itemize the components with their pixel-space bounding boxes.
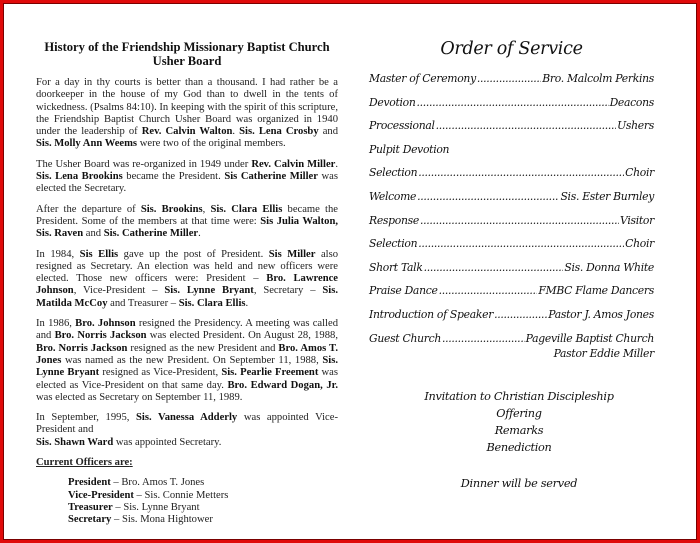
order-item-value: Sis. Ester Burnley — [560, 189, 654, 203]
order-item-value: Deacons — [609, 95, 654, 109]
paragraph-text: , Vice-President – — [73, 285, 165, 297]
order-item-label: Master of Ceremony — [369, 72, 476, 85]
paragraph-text: and Treasurer – — [107, 297, 179, 309]
officers-heading: Current Officers are: — [36, 457, 133, 469]
paragraph-text: The Usher Board was re-organized in 1949 under — [36, 158, 252, 170]
officer-role: Secretary — [68, 514, 112, 526]
bold-name: Sis Ellis — [79, 248, 119, 260]
history-paragraph — [36, 318, 338, 404]
order-item — [369, 96, 654, 120]
bold-name: Bro. Edward Dogan, Jr. — [227, 379, 338, 391]
officers-list — [36, 477, 338, 526]
history-title-line1: History of the Friendship Missionary Baptist Church — [44, 40, 330, 54]
order-item-value: Ushers — [617, 119, 654, 133]
order-item — [369, 72, 654, 96]
order-item-label: Pulpit Devotion — [369, 142, 450, 156]
bold-name: Sis. Shawn Ward — [36, 436, 114, 448]
closing-item: Remarks — [494, 424, 544, 437]
paragraph-text: After the departure of — [36, 203, 141, 215]
bold-name: Sis Miller — [268, 248, 316, 260]
order-item-label: Introduction of Speaker — [369, 307, 494, 321]
order-item-value: Choir — [625, 237, 654, 251]
order-item-label: Selection — [369, 166, 418, 180]
officer-entry — [36, 514, 338, 526]
history-title — [36, 40, 338, 68]
paragraph-text: For a day in thy courts is better than a thousand. I had rather be a doorkeeper in the house of my God than to dwell in the tents of wickedness. (Psalms 84:10). In keeping with the spirit of this scripture, the Friendship Baptist Church Usher Board was organized in 1940 under the leadership of — [36, 77, 338, 138]
officer-role: Treasurer — [68, 501, 113, 513]
officers-heading-text: Current Officers are — [36, 457, 130, 469]
closing-items — [369, 388, 669, 456]
closing-section — [369, 388, 669, 492]
paragraph-text: was appointed Vice-President and — [36, 412, 338, 436]
closing-item: Invitation to Christian Discipleship — [424, 390, 614, 403]
paragraph-text: . — [245, 297, 249, 309]
paragraph-text: . — [198, 228, 201, 240]
order-item-value: Pageville Baptist Church — [525, 331, 654, 345]
order-item-value: FMBC Flame Dancers — [538, 284, 654, 298]
officer-name: – Sis. Mona Hightower — [111, 514, 213, 526]
dot-leader — [442, 332, 525, 345]
order-item-label: Welcome — [369, 189, 417, 203]
dinner-note: Dinner will be served — [460, 477, 578, 490]
order-item — [369, 237, 654, 261]
order-item-value: Choir — [625, 166, 654, 180]
order-item-label: Response — [369, 213, 419, 227]
paragraph-text: and — [318, 126, 339, 138]
dot-leader — [424, 261, 564, 274]
bold-name: Sis. Molly Ann Weems — [36, 138, 138, 150]
bold-name: Bro. Lawrence Johnson — [36, 273, 338, 297]
paragraph-text: was named as the new President. On September 11, 1988, — [61, 354, 323, 366]
paragraph-text: was appointed Secretary. — [113, 436, 222, 448]
paragraph-text: was elected as Vice-President on that same day. — [36, 367, 338, 391]
officer-entry — [36, 477, 338, 489]
dot-leader — [417, 190, 559, 203]
paragraph-text: gave up the post of President. — [118, 248, 269, 260]
order-item-label: Short Talk — [369, 260, 423, 274]
bold-name: Sis. Lena Brookins — [36, 171, 123, 183]
officer-role: Vice-President — [68, 489, 134, 501]
paragraph-text: became the President. — [122, 171, 225, 183]
paragraph-text: In 1984, — [36, 248, 80, 260]
guest-pastor: Pastor Eddie Miller — [553, 347, 654, 361]
order-of-service-column — [369, 37, 654, 360]
paragraph-text: was elected President. On August 28, 1988, — [146, 330, 338, 342]
paragraph-text: became the President. Some of the members at that time were: — [36, 203, 338, 227]
paragraph-text: , — [202, 203, 211, 215]
history-paragraph — [36, 249, 338, 310]
officer-name: – Sis. Connie Metters — [133, 489, 229, 501]
bold-name: Sis. Pearlie Freement — [221, 367, 319, 379]
closing-item: Benediction — [486, 441, 552, 454]
history-paragraph — [36, 77, 338, 151]
bold-name: Sis. Vanessa Adderly — [136, 412, 238, 424]
order-item-label: Selection — [369, 237, 418, 251]
order-item — [369, 166, 654, 190]
bold-name: Sis. Lynne Bryant — [164, 285, 254, 297]
dot-leader — [439, 284, 538, 297]
bold-name: Sis. Clara Ellis — [178, 297, 246, 309]
bold-name: Bro. Johnson — [75, 318, 136, 330]
dot-leader — [477, 72, 541, 85]
history-paragraph — [36, 204, 338, 241]
order-item — [369, 214, 654, 238]
dot-leader — [420, 214, 619, 227]
officer-role: President — [68, 477, 111, 489]
officer-name: – Sis. Lynne Bryant — [112, 501, 200, 513]
paragraph-text: resigned as the new President and — [127, 342, 279, 354]
order-item — [369, 119, 654, 143]
dot-leader — [418, 166, 624, 179]
order-item-label: Praise Dance — [369, 284, 438, 298]
bold-name: Sis Julia Walton, Sis. Raven — [36, 215, 338, 240]
bold-name: Rev. Calvin Walton — [141, 126, 233, 138]
history-paragraph — [36, 159, 338, 196]
paragraph-text: was elected as Secretary on September 11, 1989. — [36, 391, 243, 403]
order-item — [369, 308, 654, 332]
order-item-value: Pastor J. Amos Jones — [548, 307, 654, 321]
paragraph-text: . — [335, 158, 339, 170]
paragraph-text: . — [232, 126, 240, 138]
order-item-value: Sis. Donna White — [564, 260, 654, 274]
bold-name: Bro. Norris Jackson — [36, 342, 128, 354]
paragraph-text: and — [83, 228, 104, 240]
officer-entry — [36, 490, 338, 502]
paragraph-text: were two of the original members. — [137, 138, 286, 150]
paragraph-text: also resigned as Secretary. An election was held and new officers were elected. Those new officers were: President – — [36, 248, 339, 285]
order-item-label: Guest Church — [369, 331, 442, 345]
paragraph-text: resigned the Presidency. A meeting was called and — [36, 318, 338, 342]
bold-name: Sis. Matilda McCoy — [36, 285, 338, 309]
paragraph-text: was elected the Secretary. — [36, 171, 338, 195]
bold-name: Sis. Catherine Miller — [103, 228, 199, 240]
bold-name: Bro. Norris Jackson — [54, 330, 147, 342]
order-item-label: Processional — [369, 119, 435, 133]
dot-leader — [436, 119, 616, 132]
dot-leader — [494, 308, 547, 321]
history-paragraph — [36, 412, 338, 449]
bold-name: Sis. Clara Ellis — [210, 203, 283, 215]
bold-name: Bro. Amos T. Jones — [36, 342, 338, 366]
bold-name: Sis. Lena Crosby — [239, 126, 319, 138]
history-title-line2: Usher Board — [152, 54, 222, 68]
history-paragraphs — [36, 77, 338, 449]
dot-leader — [417, 96, 609, 109]
paragraph-text: resigned as Vice-President, — [99, 367, 222, 379]
order-item — [369, 143, 654, 167]
paragraph-text: , Secretary – — [253, 285, 323, 297]
bold-name: Rev. Calvin Miller — [251, 158, 336, 170]
paragraph-text: In 1986, — [36, 318, 76, 330]
paragraph-text: In September, 1995, — [36, 412, 136, 424]
order-item-value: Bro. Malcolm Perkins — [542, 72, 654, 85]
order-item-value: Visitor — [620, 213, 654, 227]
officer-entry — [36, 502, 338, 514]
order-item-label: Devotion — [369, 95, 416, 109]
officer-name: – Bro. Amos T. Jones — [110, 477, 205, 489]
order-item — [369, 284, 654, 308]
order-items — [369, 72, 654, 355]
dot-leader — [418, 237, 624, 250]
bold-name: Sis Catherine Miller — [224, 171, 318, 183]
closing-item: Offering — [496, 407, 542, 420]
history-column — [36, 40, 338, 527]
order-item — [369, 190, 654, 214]
order-title: Order of Service — [440, 39, 583, 59]
order-item — [369, 261, 654, 285]
bold-name: Sis. Brookins — [140, 203, 203, 215]
bold-name: Sis. Lynne Bryant — [36, 354, 338, 379]
